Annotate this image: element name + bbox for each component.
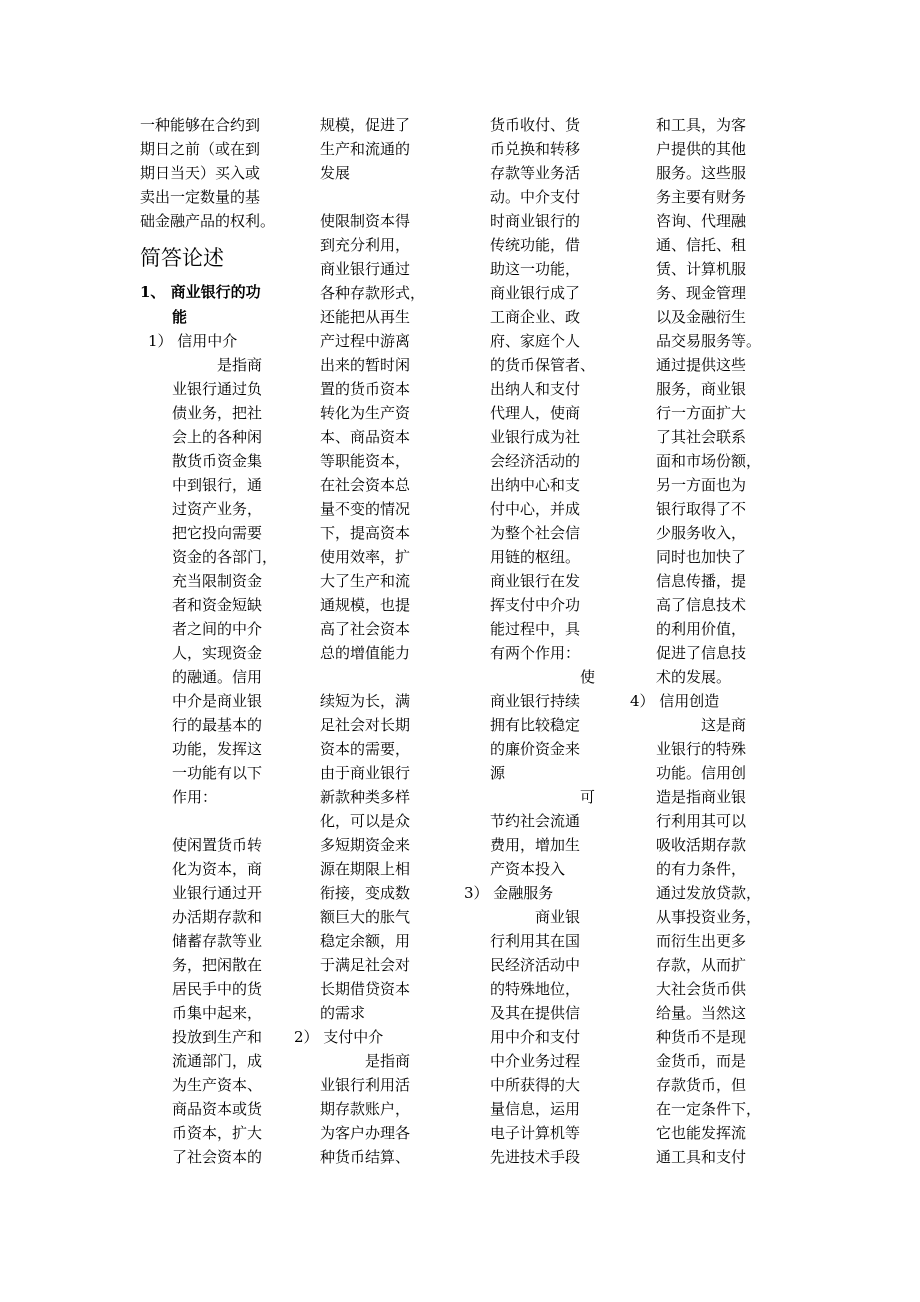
- text-line: 商业银行持续: [490, 692, 581, 710]
- text-line: 使闲置货币转: [172, 836, 263, 854]
- text-line: 发展: [320, 164, 351, 182]
- text-line: 的融通。信用: [172, 668, 263, 686]
- text-line: 使限制资本得: [320, 212, 411, 230]
- text-line: 电子计算机等: [490, 1124, 581, 1142]
- text-line: 币兑换和转移: [490, 140, 581, 158]
- text-line: 通过提供这些: [656, 356, 747, 374]
- text-line: 投放到生产和: [172, 1028, 263, 1046]
- text-line: 促进了信息技: [656, 644, 747, 662]
- text-line: 为整个社会信: [490, 524, 581, 542]
- text-line: 通过发放贷款，: [656, 884, 762, 902]
- text-line: 行的最基本的: [172, 716, 263, 734]
- text-line: 源在期限上相: [320, 860, 411, 878]
- text-line: 中所获得的大: [490, 1076, 581, 1094]
- text-line: 期日当天）买入或: [140, 164, 261, 182]
- text-line: 资本的需要，: [320, 740, 411, 758]
- text-line: 能过程中，具: [490, 620, 581, 638]
- text-line: 居民手中的货: [172, 980, 263, 998]
- text-line: 这是商: [656, 716, 747, 734]
- text-line: 银行取得了不: [656, 500, 747, 518]
- text-line: 债业务，把社: [172, 404, 263, 422]
- text-line: 金货币，而是: [656, 1052, 747, 1070]
- text-line: 使用效率，扩: [320, 548, 411, 566]
- text-line: 了其社会联系: [656, 428, 747, 446]
- text-line: 服务。这些服: [656, 164, 747, 182]
- text-line: 的需求: [320, 1004, 366, 1022]
- text-line: 从事投资业务，: [656, 908, 762, 926]
- text-line: 种货币不是现: [656, 1028, 747, 1046]
- text-line: 衔接，变成数: [320, 884, 411, 902]
- text-line: 行一方面扩大: [656, 404, 747, 422]
- column-1: [140, 113, 280, 1169]
- text-line: 出纳人和支付: [490, 380, 581, 398]
- text-line: 术的发展。: [656, 668, 732, 686]
- text-line: 会经济活动的: [490, 452, 581, 470]
- text-line: 另一方面也为: [656, 476, 747, 494]
- text-line: 量信息，运用: [490, 1100, 581, 1118]
- text-line: 各种存款形式，: [320, 284, 426, 302]
- text-line: 功能。信用创: [656, 764, 747, 782]
- text-line: 功能，发挥这: [172, 740, 263, 758]
- text-line: 通工具和支付: [656, 1148, 747, 1166]
- text-line: 大社会货币供: [656, 980, 747, 998]
- subsection-heading-line: 1、 商业银行的功: [140, 283, 261, 301]
- text-line: 同时也加快了: [656, 548, 747, 566]
- text-line: 了社会资本的: [172, 1148, 263, 1166]
- text-line: 节约社会流通: [490, 812, 581, 830]
- text-line: 以及金融衍生: [656, 308, 747, 326]
- text-line: 付中心，并成: [490, 500, 581, 518]
- text-line: 期存款账户，: [320, 1100, 411, 1118]
- text-line: 业银行通过开: [172, 884, 263, 902]
- text-line: 出纳中心和支: [490, 476, 581, 494]
- text-line: 赁、计算机服: [656, 260, 747, 278]
- text-line: 在一定条件下，: [656, 1100, 762, 1118]
- text-line: 础金融产品的权利。: [140, 212, 276, 230]
- text-line: 作用：: [172, 788, 218, 806]
- text-line: 储蓄存款等业: [172, 932, 263, 950]
- text-line: 由于商业银行: [320, 764, 411, 782]
- text-line: 工商企业、政: [490, 308, 581, 326]
- subsection-heading-line: 能: [172, 308, 188, 326]
- text-line: 面和市场份额，: [656, 452, 762, 470]
- text-line: 等职能资本，: [320, 452, 411, 470]
- text-line: 足社会对长期: [320, 716, 411, 734]
- section-heading: 简答论述: [140, 246, 224, 270]
- column-4: [630, 113, 796, 1169]
- list-item-heading: 2） 支付中介: [294, 1028, 384, 1046]
- text-line: 有两个作用：: [490, 644, 581, 662]
- text-line: 化为资本，商: [172, 860, 263, 878]
- text-line: 到充分利用，: [320, 236, 411, 254]
- text-line: 而衍生出更多: [656, 932, 747, 950]
- text-line: 源: [490, 764, 506, 782]
- text-line: 办活期存款和: [172, 908, 263, 926]
- text-line: 少服务收入，: [656, 524, 747, 542]
- text-line: 传统功能，借: [490, 236, 581, 254]
- text-line: 出来的暂时闲: [320, 356, 411, 374]
- text-line: 充当限制资金: [172, 572, 263, 590]
- text-line: 费用，增加生: [490, 836, 581, 854]
- text-line: 的有力条件，: [656, 860, 747, 878]
- text-line: 拥有比较稳定: [490, 716, 581, 734]
- text-line: 及其在提供信: [490, 1004, 581, 1022]
- text-line: 的货币保管者、: [490, 356, 596, 374]
- text-line: 吸收活期存款: [656, 836, 747, 854]
- text-line: 规模，促进了: [320, 116, 411, 134]
- text-line: 本、商品资本: [320, 428, 411, 446]
- text-line: 大了生产和流: [320, 572, 411, 590]
- text-line: 商业银行成了: [490, 284, 581, 302]
- text-line: 置的货币资本: [320, 380, 411, 398]
- text-line: 时商业银行的: [490, 212, 581, 230]
- text-line: 量不变的情况: [320, 500, 411, 518]
- paragraph-gap: [320, 665, 460, 689]
- text-line: 服务，商业银: [656, 380, 747, 398]
- text-line: 产过程中游离: [320, 332, 411, 350]
- text-line: 业银行通过负: [172, 380, 263, 398]
- text-line: 币资本，扩大: [172, 1124, 263, 1142]
- text-line: 府、家庭个人: [490, 332, 581, 350]
- text-line: 中介是商业银: [172, 692, 263, 710]
- text-line: 的廉价资金来: [490, 740, 581, 758]
- text-line: 务，把闲散在: [172, 956, 263, 974]
- text-line: 信息传播，提: [656, 572, 747, 590]
- text-line: 续短为长，满: [320, 692, 411, 710]
- text-line: 咨询、代理融: [656, 212, 747, 230]
- text-line: 务主要有财务: [656, 188, 747, 206]
- text-line: 的利用价值，: [656, 620, 747, 638]
- text-line: 使: [490, 668, 596, 686]
- text-line: 稳定余额，用: [320, 932, 411, 950]
- text-line: 高了社会资本: [320, 620, 411, 638]
- text-line: 资金的各部门，: [172, 548, 278, 566]
- text-line: 商业银: [490, 908, 581, 926]
- text-line: 商业银行在发: [490, 572, 581, 590]
- text-line: 总的增值能力: [320, 644, 411, 662]
- text-line: 额巨大的胀气: [320, 908, 411, 926]
- text-line: 是指商: [172, 356, 263, 374]
- text-line: 务、现金管理: [656, 284, 747, 302]
- text-line: 中到银行，通: [172, 476, 263, 494]
- text-line: 业银行利用活: [320, 1076, 411, 1094]
- text-line: 业银行成为社: [490, 428, 581, 446]
- text-line: 长期借贷资本: [320, 980, 411, 998]
- text-line: 用中介和支付: [490, 1028, 581, 1046]
- text-line: 期日之前（或在到: [140, 140, 261, 158]
- text-line: 户提供的其他: [656, 140, 747, 158]
- text-line: 者之间的中介: [172, 620, 263, 638]
- text-line: 一种能够在合约到: [140, 116, 261, 134]
- text-line: 在社会资本总: [320, 476, 411, 494]
- text-line: 币集中起来，: [172, 1004, 263, 1022]
- text-line: 转化为生产资: [320, 404, 411, 422]
- paragraph-gap: [140, 809, 280, 833]
- text-line: 为生产资本、: [172, 1076, 263, 1094]
- text-line: 商品资本或货: [172, 1100, 263, 1118]
- text-line: 是指商: [320, 1052, 411, 1070]
- list-item-heading: 3） 金融服务: [464, 884, 554, 902]
- text-line: 代理人，使商: [490, 404, 581, 422]
- column-2: [294, 113, 460, 1169]
- text-line: 通、信托、租: [656, 236, 747, 254]
- text-line: 挥支付中介功: [490, 596, 581, 614]
- text-line: 把它投向需要: [172, 524, 263, 542]
- text-line: 散货币资金集: [172, 452, 263, 470]
- text-line: 化，可以是众: [320, 812, 411, 830]
- text-line: 货币收付、货: [490, 116, 581, 134]
- text-line: 种货币结算、: [320, 1148, 411, 1166]
- text-line: 造是指商业银: [656, 788, 747, 806]
- paragraph-gap: [320, 185, 460, 209]
- text-line: 存款货币，但: [656, 1076, 747, 1094]
- text-line: 的特殊地位，: [490, 980, 581, 998]
- text-line: 民经济活动中: [490, 956, 581, 974]
- text-line: 品交易服务等。: [656, 332, 762, 350]
- text-line: 一功能有以下: [172, 764, 263, 782]
- text-line: 业银行的特殊: [656, 740, 747, 758]
- text-line: 生产和流通的: [320, 140, 411, 158]
- text-line: 流通部门，成: [172, 1052, 263, 1070]
- text-line: 为客户办理各: [320, 1124, 411, 1142]
- column-3: [464, 113, 630, 1169]
- text-line: 可: [490, 788, 596, 806]
- text-line: 多短期资金来: [320, 836, 411, 854]
- text-line: 者和资金短缺: [172, 596, 263, 614]
- text-line: 下，提高资本: [320, 524, 411, 542]
- text-line: 存款等业务活: [490, 164, 581, 182]
- text-line: 中介业务过程: [490, 1052, 581, 1070]
- list-item-heading: 4） 信用创造: [630, 692, 720, 710]
- text-line: 高了信息技术: [656, 596, 747, 614]
- text-line: 卖出一定数量的基: [140, 188, 261, 206]
- text-line: 先进技术手段: [490, 1148, 581, 1166]
- text-line: 存款，从而扩: [656, 956, 747, 974]
- text-line: 通规模，也提: [320, 596, 411, 614]
- list-item-heading: 1） 信用中介: [148, 332, 238, 350]
- text-line: 和工具，为客: [656, 116, 747, 134]
- text-line: 会上的各种闲: [172, 428, 263, 446]
- text-line: 动。中介支付: [490, 188, 581, 206]
- text-line: 行利用其可以: [656, 812, 747, 830]
- text-line: 产资本投入: [490, 860, 566, 878]
- text-line: 它也能发挥流: [656, 1124, 747, 1142]
- text-line: 商业银行通过: [320, 260, 411, 278]
- text-line: 助这一功能，: [490, 260, 581, 278]
- text-line: 行利用其在国: [490, 932, 581, 950]
- text-line: 给量。当然这: [656, 1004, 747, 1022]
- text-line: 于满足社会对: [320, 956, 411, 974]
- text-line: 还能把从再生: [320, 308, 411, 326]
- text-line: 人，实现资金: [172, 644, 263, 662]
- text-line: 过资产业务，: [172, 500, 263, 518]
- text-line: 用链的枢纽。: [490, 548, 581, 566]
- text-line: 新款种类多样: [320, 788, 411, 806]
